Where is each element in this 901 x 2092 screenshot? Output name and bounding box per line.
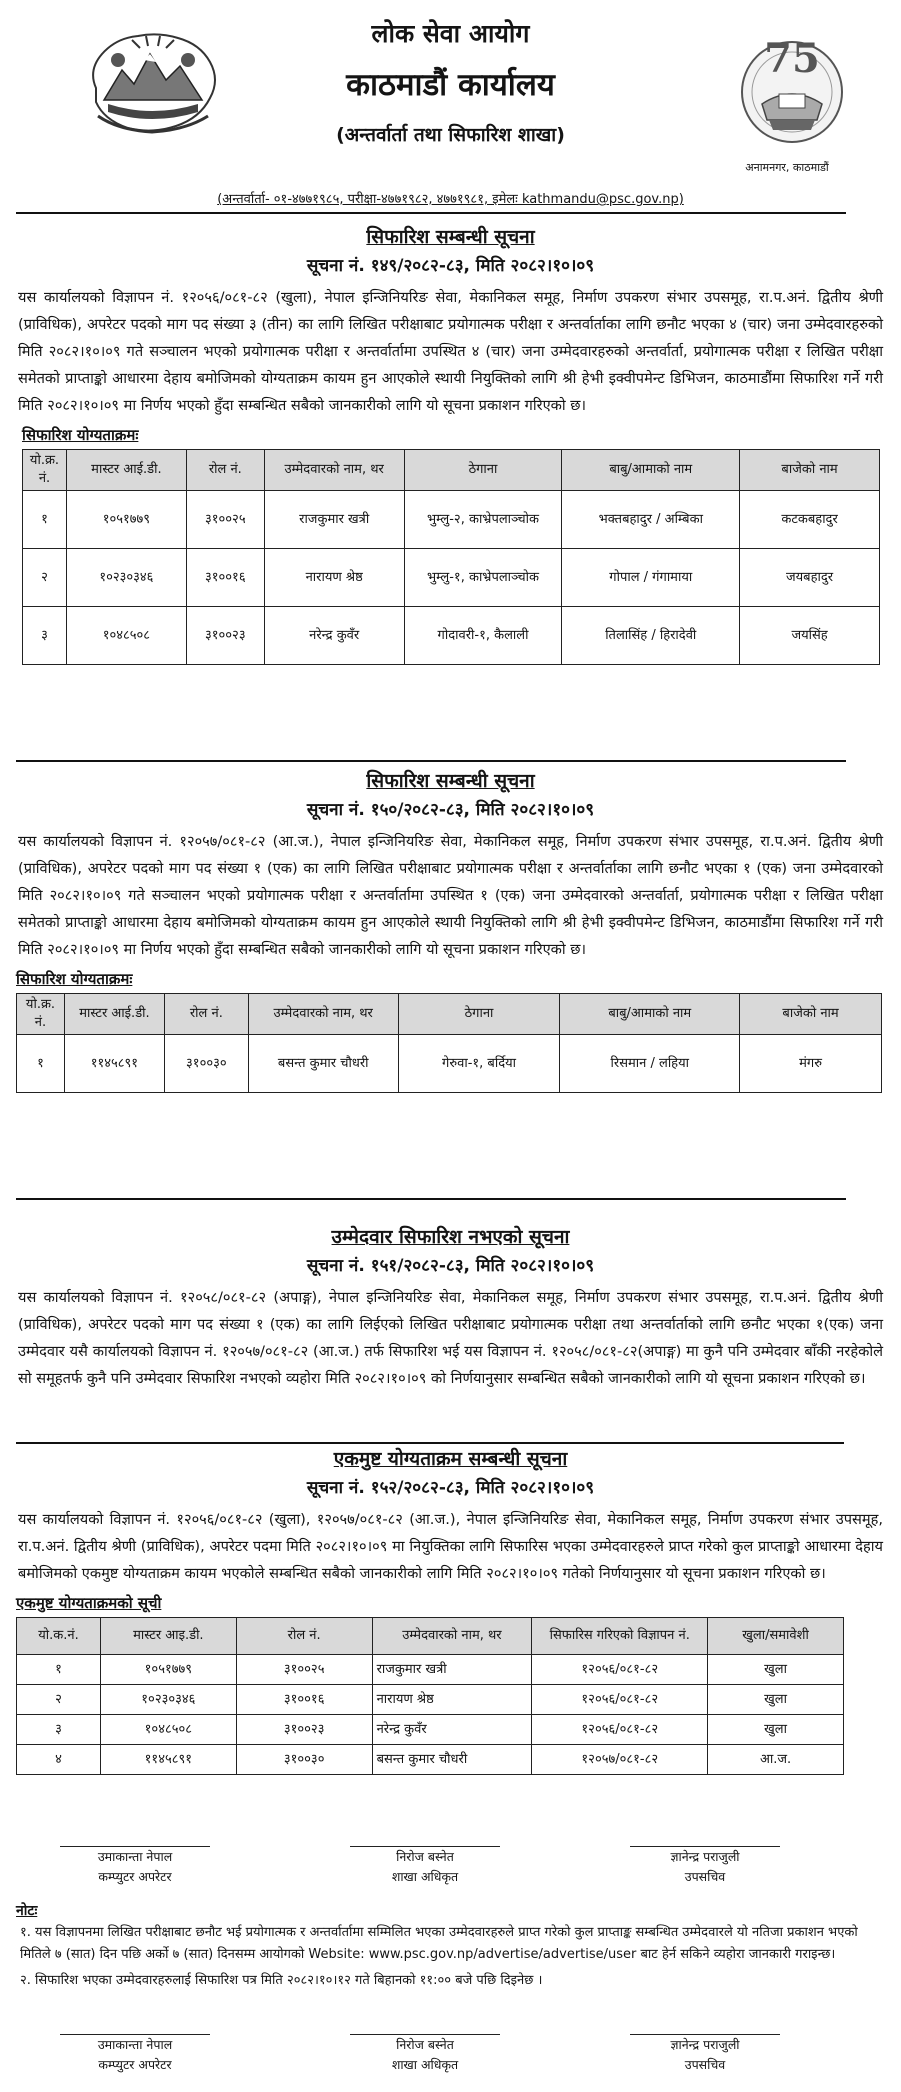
- office-name: काठमाडौं कार्यालय: [346, 67, 555, 103]
- notice-number: सूचना नं. १५०/२०८२-८३, मिति २०८२।१०।०९: [306, 800, 595, 820]
- table-row: [23, 549, 880, 607]
- table-cell: ३: [17, 1715, 101, 1745]
- table-cell: ३१००२५: [186, 491, 264, 549]
- header-cell: बाजेको नाम: [740, 994, 882, 1035]
- header-cell: उम्मेदवारको नाम, थर: [264, 450, 404, 491]
- notes-title: नोटः: [16, 1903, 38, 1919]
- header-cell: रोल नं.: [164, 994, 248, 1035]
- signature: [340, 1846, 510, 1887]
- signature-block: [0, 1846, 901, 1896]
- table-cell: रिसमान / लहिया: [560, 1035, 740, 1093]
- table-cell: जयसिंह: [740, 607, 880, 665]
- header-cell: यो.क.नं.: [17, 1618, 101, 1655]
- table-cell: १०४८५०८: [66, 607, 186, 665]
- notice-150: [0, 766, 901, 1093]
- notice-body: यस कार्यालयको विज्ञापन नं. १२०५६/०८१-८२ (खुला), नेपाल इन्जिनियरिङ सेवा, मेकानिकल समूह, निर्माण उपकरण संभार उपसमूह, रा.प.अनं. द्वितीय श्रेणी (प्राविधिक), अपरेटर पदको माग पद संख्या ३ (तीन) का लागि लिखित परीक्षाबाट प्रयोगात्मक परीक्षा र अन्तर्वार्ताका लागि छनौट भएका ४ (चार) जना उम्मेदवारहरुको मिति २०८२।१०।०९ गते सञ्चालन भएको प्रयोगात्मक परीक्षा र अन्तर्वार्तामा उपस्थित ४ (चार) जना उम्मेदवारहरुको अन्तर्वार्ता, प्रयोगात्मक परीक्षा र लिखित परीक्षा समेतको प्राप्ताङ्को आधारमा देहाय बमोजिमको योग्यताक्रम कायम हुन आएकोले स्थायी नियुक्तिको लागि श्री हेभी इक्वीपमेन्ट डिभिजन, काठमाडौंमा सिफारिश गर्ने गरी मिति २०८२।१०।०९ मा निर्णय भएको हुँदा सम्बन्धित सबैको जानकारीको लागि यो सूचना प्रकाशन गरिएको छ।: [18, 289, 883, 414]
- signature: [620, 1846, 790, 1887]
- notice-149: [0, 222, 901, 665]
- table-label: सिफारिश योग्यताक्रमः: [22, 426, 139, 444]
- header-cell: खुला/समावेशी: [708, 1618, 844, 1655]
- table-cell: ३: [23, 607, 67, 665]
- notice-151: [0, 1222, 901, 1392]
- notice-number: सूचना नं. १४९/२०८२-८३, मिति २०८२।१०।०९: [306, 256, 595, 276]
- table-cell: ३१००३०: [236, 1745, 372, 1775]
- recommendation-table: [22, 449, 880, 665]
- table-cell: जयबहादुर: [740, 549, 880, 607]
- header-cell: बाबु/आमाको नाम: [562, 450, 740, 491]
- header-cell: मास्टर आई.डी.: [64, 994, 164, 1035]
- table-cell: २: [17, 1685, 101, 1715]
- branch-name: (अन्तर्वार्ता तथा सिफारिश शाखा): [336, 124, 565, 146]
- notice-title: सिफारिश सम्बन्धी सूचना: [366, 226, 535, 248]
- signatory-name: निरोज बस्नेत: [396, 2037, 454, 2052]
- consolidated-merit-table: [16, 1617, 844, 1775]
- header-cell: यो.क्र. नं.: [23, 450, 67, 491]
- table-cell: १०५१७७९: [66, 491, 186, 549]
- signatory-name: निरोज बस्नेत: [396, 1849, 454, 1864]
- table-row: [17, 1655, 844, 1685]
- table-cell: ३१००३०: [164, 1035, 248, 1093]
- header-cell: यो.क्र. नं.: [17, 994, 65, 1035]
- table-cell: १०२३०३४६: [100, 1685, 236, 1715]
- notice-body: यस कार्यालयको विज्ञापन नं. १२०५७/०८१-८२ (आ.ज.), नेपाल इन्जिनियरिङ सेवा, मेकानिकल समूह, निर्माण उपकरण संभार उपसमूह, रा.प.अनं. द्वितीय श्रेणी (प्राविधिक), अपरेटर पदको माग पद संख्या १ (एक) का लागि लिखित परीक्षाबाट प्रयोगात्मक परीक्षा र अन्तर्वार्ताका लागि छनौट भएका १ (एक) जना उम्मेदवारको मिति २०८२।१०।०९ गते सञ्चालन भएको प्रयोगात्मक परीक्षा र अन्तर्वार्तामा उपस्थित १ (एक) जना उम्मेदवारको अन्तर्वार्ता, प्रयोगात्मक परीक्षा र लिखित परीक्षा समेतको प्राप्ताङ्को आधारमा देहाय बमोजिमको योग्यताक्रम कायम हुन आएकोले स्थायी नियुक्तिको लागि श्री हेभी इक्वीपमेन्ट डिभिजन, काठमाडौंमा सिफारिश गर्ने गरी मिति २०८२।१०।०९ मा निर्णय भएको हुँदा सम्बन्धित सबैको जानकारीको लागि यो सूचना प्रकाशन गरिएको छ।: [18, 833, 883, 958]
- signatory-title: कम्प्युटर अपरेटर: [98, 2057, 172, 2072]
- table-cell: नारायण श्रेष्ठ: [372, 1685, 532, 1715]
- notes: [16, 1900, 876, 1992]
- table-cell: १२०५६/०८१-८२: [532, 1655, 708, 1685]
- signature: [50, 2034, 220, 2075]
- header-cell: उम्मेदवारको नाम, थर: [372, 1618, 532, 1655]
- recommendation-table: [16, 993, 882, 1093]
- table-cell: ११४५८९१: [64, 1035, 164, 1093]
- signatory-name: ज्ञानेन्द्र पराजुली: [670, 1849, 740, 1864]
- table-cell: गेरुवा-१, बर्दिया: [398, 1035, 560, 1093]
- table-cell: भुम्लु-२, काभ्रेपलाञ्चोक: [404, 491, 562, 549]
- table-cell: १०४८५०८: [100, 1715, 236, 1745]
- header-cell: मास्टर आइ.डी.: [100, 1618, 236, 1655]
- table-cell: गोदावरी-१, कैलाली: [404, 607, 562, 665]
- table-cell: राजकुमार खत्री: [372, 1655, 532, 1685]
- table-cell: ४: [17, 1745, 101, 1775]
- table-cell: १२०५६/०८१-८२: [532, 1715, 708, 1745]
- header-cell: ठेगाना: [398, 994, 560, 1035]
- signatory-name: ज्ञानेन्द्र पराजुली: [670, 2037, 740, 2052]
- psc-75-logo-icon: [737, 28, 847, 156]
- table-cell: ३१००१६: [236, 1685, 372, 1715]
- signatory-title: कम्प्युटर अपरेटर: [98, 1869, 172, 1884]
- table-row: [23, 491, 880, 549]
- signatory-title: उपसचिव: [684, 2057, 726, 2072]
- signature: [50, 1846, 220, 1887]
- notice-title: उम्मेदवार सिफारिश नभएको सूचना: [331, 1226, 570, 1248]
- header-cell: मास्टर आई.डी.: [66, 450, 186, 491]
- table-cell: खुला: [708, 1655, 844, 1685]
- signature-block: [0, 2034, 901, 2084]
- svg-text:75: 75: [764, 35, 820, 82]
- table-cell: १२०५६/०८१-८२: [532, 1685, 708, 1715]
- header-cell: बाजेको नाम: [740, 450, 880, 491]
- table-cell: भुम्लु-१, काभ्रेपलाञ्चोक: [404, 549, 562, 607]
- table-cell: १२०५७/०८१-८२: [532, 1745, 708, 1775]
- table-cell: गोपाल / गंगामाया: [562, 549, 740, 607]
- signatory-title: उपसचिव: [684, 1869, 726, 1884]
- signatory-title: शाखा अधिकृत: [391, 1869, 459, 1884]
- signatory-name: उमाकान्ता नेपाल: [97, 1849, 173, 1864]
- table-row: [17, 1745, 844, 1775]
- table-cell: १: [23, 491, 67, 549]
- table-cell: ३१००२५: [236, 1655, 372, 1685]
- table-header-row: [17, 994, 882, 1035]
- divider: [16, 760, 846, 762]
- header-cell: उम्मेदवारको नाम, थर: [248, 994, 398, 1035]
- notice-152: [0, 1444, 901, 1775]
- header-cell: रोल नं.: [236, 1618, 372, 1655]
- table-cell: बसन्त कुमार चौधरी: [248, 1035, 398, 1093]
- table-cell: कटकबहादुर: [740, 491, 880, 549]
- table-label: एकमुष्ट योग्यताक्रमको सूची: [16, 1594, 162, 1612]
- table-header-row: [23, 450, 880, 491]
- signatory-name: उमाकान्ता नेपाल: [97, 2037, 173, 2052]
- notice-number: सूचना नं. १५१/२०८२-८३, मिति २०८२।१०।०९: [306, 1256, 595, 1276]
- logo-caption: अनामनगर, काठमाडौं: [745, 161, 829, 174]
- signatory-title: शाखा अधिकृत: [391, 2057, 459, 2072]
- notice-body: यस कार्यालयको विज्ञापन नं. १२०५६/०८१-८२ (खुला), १२०५७/०८१-८२ (आ.ज.), नेपाल इन्जिनियरिङ सेवा, मेकानिकल समूह, निर्माण उपकरण संभार उपसमूह, रा.प.अनं. द्वितीय श्रेणी (प्राविधिक), अपरेटर पदमा मिति २०८२।१०।०९ मा नियुक्तिका लागि सिफारिस भएका उम्मेदवारहरुले प्राप्त गरेको कुल प्राप्ताङ्को आधारमा देहाय बमोजिमको एकमुष्ट योग्यताक्रम कायम भएकोले सम्बन्धित सबैको जानकारीको लागि मिति २०८२।१०।०९ गतेको निर्णयानुसार यो सूचना प्रकाशन गरिएको छ।: [18, 1511, 883, 1582]
- table-row: [17, 1685, 844, 1715]
- table-cell: ३१००२३: [236, 1715, 372, 1745]
- divider: [16, 1198, 846, 1200]
- notice-title: सिफारिश सम्बन्धी सूचना: [366, 770, 535, 792]
- table-cell: ३१००१६: [186, 549, 264, 607]
- table-cell: तिलासिंह / हिरादेवी: [562, 607, 740, 665]
- notice-body: यस कार्यालयको विज्ञापन नं. १२०५८/०८१-८२ (अपाङ्ग), नेपाल इन्जिनियरिङ सेवा, मेकानिकल समूह, निर्माण उपकरण संभार उपसमूह, रा.प.अनं. द्वितीय श्रेणी (प्राविधिक), अपरेटर पदको माग पद संख्या १ (एक) का लागि लिईएको लिखित परीक्षाबाट प्रयोगात्मक परीक्षा तथा अन्तर्वार्ताको लागि छनौट भएका १(एक) जना उम्मेदवार यसै कार्यालयको विज्ञापन नं. १२०५७/०८१-८२ (आ.ज.) तर्फ सिफारिश भई यस विज्ञापन नं. १२०५८/०८१-८२(अपाङ्ग) मा कुनै पनि उम्मेदवार बाँकी नरहेकोले सो समूहतर्फ कुनै पनि उम्मेदवार सिफारिश नभएको व्यहोरा मिति २०८२।१०।०९ को निर्णयानुसार सम्बन्धित सबैको जानकारीको लागि यो सूचना प्रकाशन गरिएको छ।: [18, 1289, 883, 1387]
- note-item: २. सिफारिश भएका उम्मेदवारहरुलाई सिफारिश पत्र मिति २०८२।१०।१२ गते बिहानको ११:०० बजे पछि दिइनेछ ।: [20, 1973, 543, 1988]
- table-cell: भक्तबहादुर / अम्बिका: [562, 491, 740, 549]
- header-cell: ठेगाना: [404, 450, 562, 491]
- table-cell: ११४५८९१: [100, 1745, 236, 1775]
- table-label: सिफारिश योग्यताक्रमः: [16, 970, 133, 988]
- note-item: १. यस विज्ञापनमा लिखित परीक्षाबाट छनौट भई प्रयोगात्मक र अन्तर्वार्तामा सम्मिलित भएका उम्मेदवारहरुले प्राप्त गरेको कुल प्राप्ताङ्क सम्बन्धित उम्मेदवारले यो नतिजा प्रकाशन भएको मितिले ७ (सात) दिन पछि अर्को ७ (सात) दिनसम्म आयोगको Website: www.psc.gov.np/advertise/advertise/user बाट हेर्न सकिने व्यहोरा जानकारी गराइन्छ।: [20, 1925, 858, 1962]
- table-cell: २: [23, 549, 67, 607]
- table-cell: नारायण श्रेष्ठ: [264, 549, 404, 607]
- table-cell: १: [17, 1655, 101, 1685]
- notice-title: एकमुष्ट योग्यताक्रम सम्बन्धी सूचना: [333, 1448, 568, 1470]
- table-cell: बसन्त कुमार चौधरी: [372, 1745, 532, 1775]
- signature: [620, 2034, 790, 2075]
- table-cell: राजकुमार खत्री: [264, 491, 404, 549]
- table-cell: १: [17, 1035, 65, 1093]
- table-cell: ३१००२३: [186, 607, 264, 665]
- table-cell: नरेन्द्र कुवँर: [264, 607, 404, 665]
- table-cell: खुला: [708, 1715, 844, 1745]
- table-cell: मंगरु: [740, 1035, 882, 1093]
- table-header-row: [17, 1618, 844, 1655]
- header-cell: बाबु/आमाको नाम: [560, 994, 740, 1035]
- contact-line: (अन्तर्वार्ता- ०१-४७७१९८५, परीक्षा-४७७१९८२, ४७७१९८१, इमेलः kathmandu@psc.gov.np): [217, 192, 684, 207]
- table-row: [17, 1035, 882, 1093]
- header-cell: रोल नं.: [186, 450, 264, 491]
- signature: [340, 2034, 510, 2075]
- table-row: [23, 607, 880, 665]
- notice-number: सूचना नं. १५२/२०८२-८३, मिति २०८२।१०।०९: [306, 1478, 595, 1498]
- table-cell: १०२३०३४६: [66, 549, 186, 607]
- header-cell: सिफारिस गरिएको विज्ञापन नं.: [532, 1618, 708, 1655]
- table-cell: खुला: [708, 1685, 844, 1715]
- org-name: लोक सेवा आयोग: [371, 19, 530, 48]
- table-cell: १०५१७७९: [100, 1655, 236, 1685]
- table-cell: आ.ज.: [708, 1745, 844, 1775]
- letterhead: [0, 0, 901, 215]
- divider: [16, 212, 846, 214]
- table-row: [17, 1715, 844, 1745]
- table-cell: नरेन्द्र कुवँर: [372, 1715, 532, 1745]
